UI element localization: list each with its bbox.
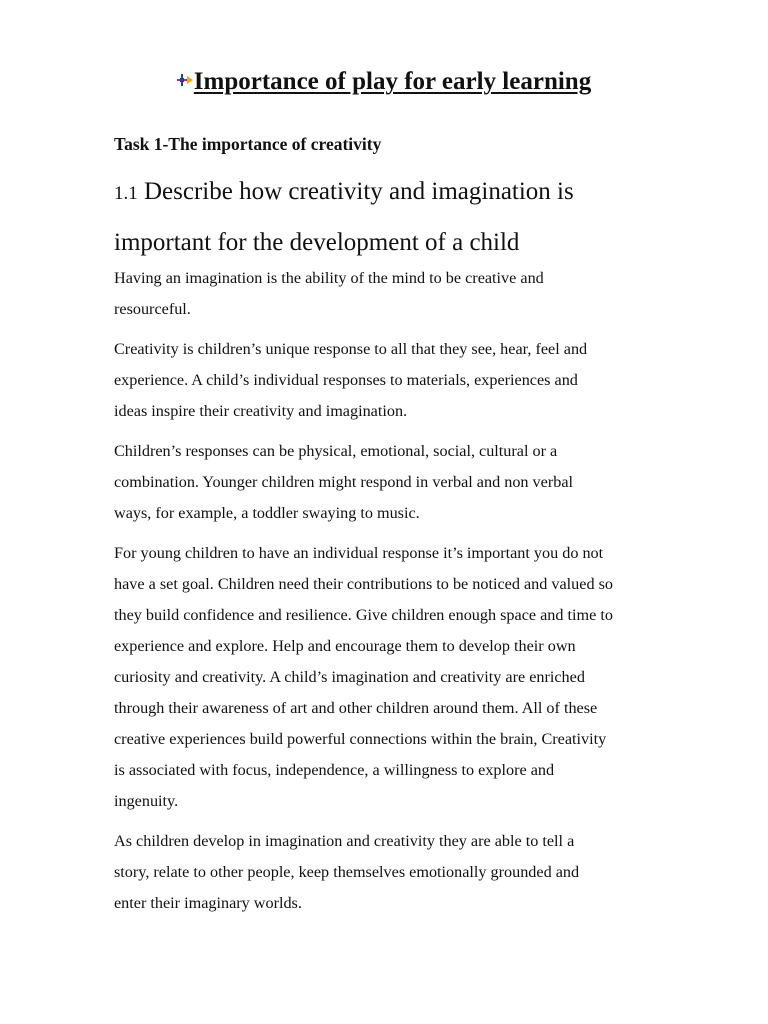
text-line: they build confidence and resilience. Give children enough space and time to <box>114 606 613 624</box>
section-number: 1.1 <box>114 183 138 204</box>
text-line: ingenuity. <box>114 792 179 810</box>
body-text <box>114 263 674 928</box>
text-line: As children develop in imagination and creativity they are able to tell a <box>114 832 575 850</box>
section-heading-line <box>114 167 674 218</box>
text-line: experience. A child’s individual responses to materials, experiences and <box>114 371 578 389</box>
text-line: enter their imaginary worlds. <box>114 894 302 912</box>
paragraph <box>114 334 674 427</box>
paragraph <box>114 263 674 325</box>
text-line: through their awareness of art and other children around them. All of these <box>114 699 598 717</box>
arrow-bullet-icon <box>177 73 193 87</box>
text-line: Having an imagination is the ability of the mind to be creative and <box>114 269 544 287</box>
text-line: experience and explore. Help and encourage them to develop their own <box>114 637 576 655</box>
section-heading-text: Describe how creativity and imagination is <box>144 178 574 205</box>
task-heading: Task 1-The importance of creativity <box>114 134 382 154</box>
text-line: creative experiences build powerful connections within the brain, Creativity <box>114 730 607 748</box>
text-line: resourceful. <box>114 300 191 318</box>
paragraph <box>114 826 674 919</box>
text-line: For young children to have an individual response it’s important you do not <box>114 544 604 562</box>
document-title-row <box>0 68 768 96</box>
paragraph <box>114 436 674 529</box>
text-line: Children’s responses can be physical, emotional, social, cultural or a <box>114 442 558 460</box>
section-heading-line: important for the development of a child <box>114 229 520 256</box>
text-line: combination. Younger children might respond in verbal and non verbal <box>114 473 574 491</box>
text-line: Creativity is children’s unique response to all that they see, hear, feel and <box>114 340 588 358</box>
paragraph <box>114 538 674 817</box>
text-line: story, relate to other people, keep themselves emotionally grounded and <box>114 863 580 881</box>
text-line: ways, for example, a toddler swaying to music. <box>114 504 420 522</box>
document-title: Importance of play for early learning <box>193 68 592 95</box>
text-line: is associated with focus, independence, a willingness to explore and <box>114 761 555 779</box>
text-line: ideas inspire their creativity and imagination. <box>114 402 408 420</box>
text-line: have a set goal. Children need their contributions to be noticed and valued so <box>114 575 613 593</box>
text-line: curiosity and creativity. A child’s imagination and creativity are enriched <box>114 668 585 686</box>
section-heading <box>114 167 674 267</box>
